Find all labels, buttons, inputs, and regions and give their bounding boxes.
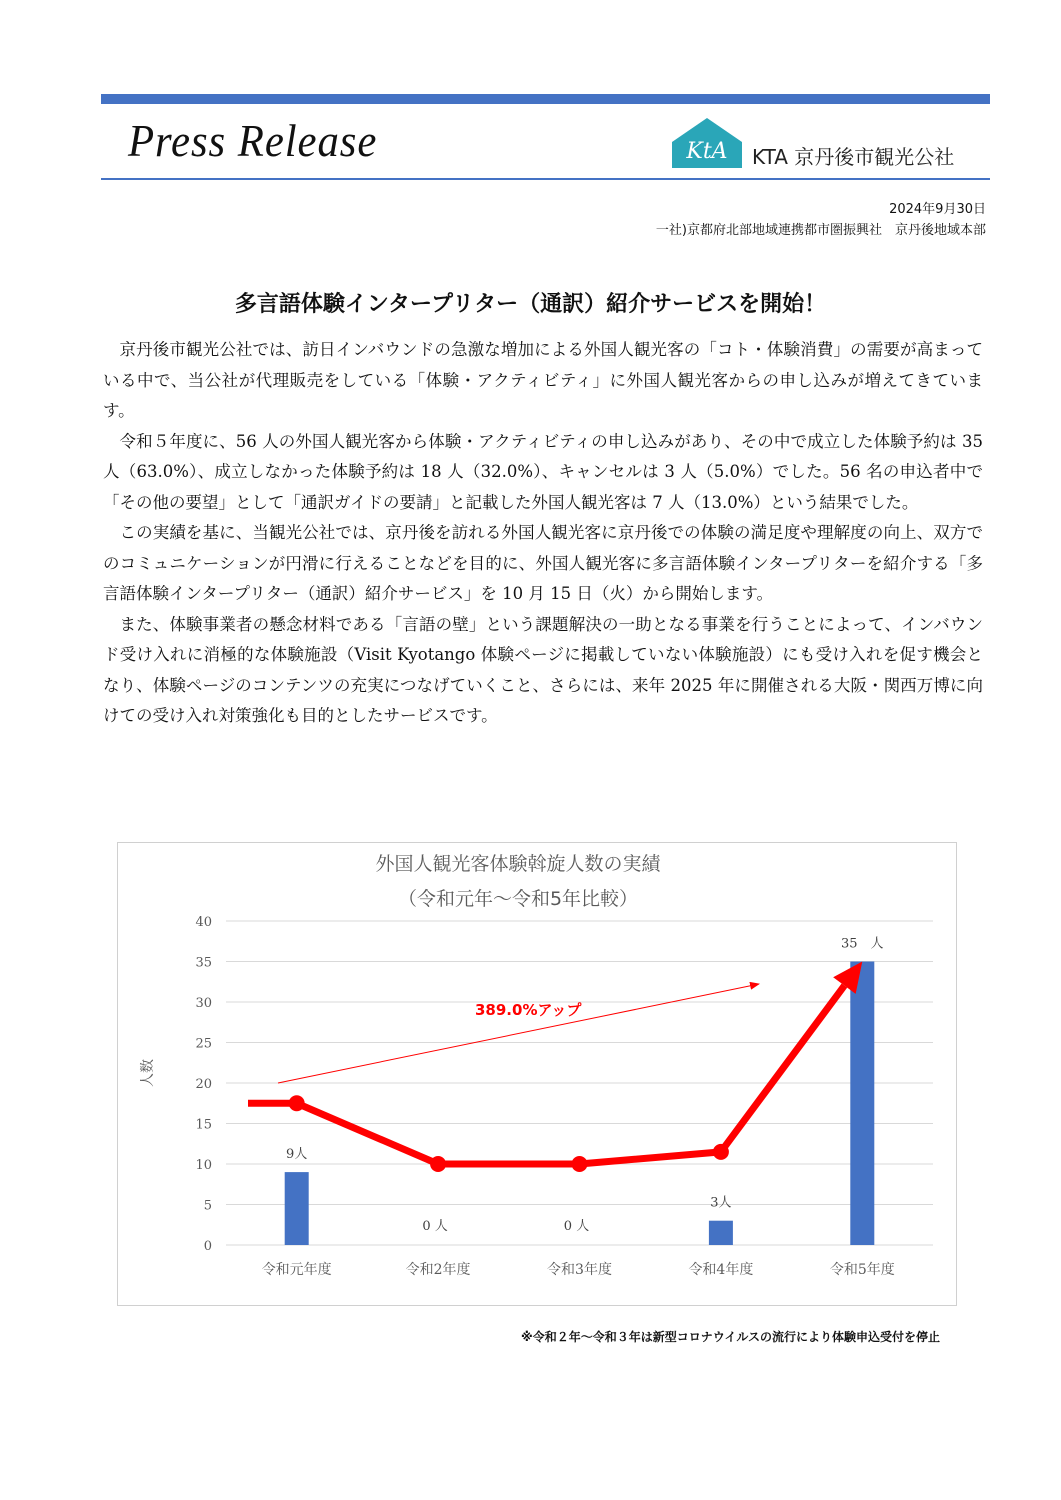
y-axis-label: 人数 <box>140 1059 156 1087</box>
y-tick-label: 5 <box>203 1198 212 1214</box>
data-label: 35 人 <box>841 936 884 952</box>
body-text <box>103 335 983 732</box>
paragraph: 京丹後市観光公社では、訪日インバウンドの急激な増加による外国人観光客の「コト・体験消費」の需要が高まっている中で、当公社が代理販売をしている「体験・アクティビティ」に外国人観光客からの申し込みが増えてきています。 <box>103 340 983 420</box>
x-tick-label: 令和4年度 <box>688 1262 754 1278</box>
x-tick-label: 令和5年度 <box>829 1262 895 1278</box>
headline: 多言語体験インタープリター（通訳）紹介サービスを開始！ <box>234 292 827 317</box>
release-date: 2024年9月30日 <box>889 202 986 217</box>
trend-marker <box>572 1156 588 1172</box>
chart-container <box>117 842 957 1306</box>
data-label: 0 人 <box>563 1219 590 1234</box>
trend-marker <box>430 1156 446 1172</box>
press-release-title: Press Release <box>128 115 378 166</box>
chart-title: 外国人観光客体験斡旋人数の実績 <box>375 853 661 875</box>
paragraph: この実績を基に、当観光公社では、京丹後を訪れる外国人観光客に京丹後での体験の満足度や理解度の向上、双方でのコミュニケーションが円滑に行えることなどを目的に、外国人観光客に多言語体験インタープリターを紹介する「多言語体験インタープリター（通訳）紹介サービス」を 10 月 15 日（火）から開始します。 <box>103 523 983 603</box>
y-tick-label: 30 <box>195 996 212 1011</box>
data-label: 9人 <box>286 1147 308 1163</box>
bar-chart <box>118 843 956 1305</box>
kta-logo-icon <box>672 118 742 168</box>
chart-subtitle: （令和元年～令和5年比較） <box>397 888 639 910</box>
y-tick-label: 10 <box>195 1158 212 1173</box>
data-label: 0 人 <box>422 1219 448 1234</box>
header-rule <box>101 178 990 180</box>
bar <box>709 1221 733 1245</box>
x-tick-label: 令和元年度 <box>261 1262 332 1278</box>
paragraph: また、体験事業者の懸念材料である「言語の壁」という課題解決の一助となる事業を行うことによって、インバウンド受け入れに消極的な体験施設（Visit Kyotango 体験ページに掲載していない体験施設）にも受け入れを促す機会となり、体験ページのコンテンツの充実につなげていくこと、さらには、来年 2025 年に開催される大阪・関西万博に向けての受け入れ対策強化も目的としたサービスです。 <box>103 614 983 725</box>
y-tick-label: 0 <box>203 1239 212 1254</box>
growth-annotation: 389.0%アップ <box>475 1001 582 1019</box>
y-tick-label: 25 <box>195 1036 212 1052</box>
bar <box>285 1172 309 1245</box>
logo-text: KTA 京丹後市観光公社 <box>752 145 955 169</box>
x-tick-label: 令和2年度 <box>405 1262 471 1278</box>
footnote: ※令和２年～令和３年は新型コロナウイルスの流行により体験申込受付を停止 <box>521 1330 940 1344</box>
y-tick-label: 40 <box>195 915 212 930</box>
x-tick-label: 令和3年度 <box>547 1262 612 1278</box>
logo-mark: KtA <box>686 139 728 164</box>
data-label: 3人 <box>710 1195 732 1211</box>
y-tick-label: 20 <box>195 1077 212 1092</box>
y-tick-label: 35 <box>195 955 212 971</box>
trend-marker <box>713 1144 729 1160</box>
growth-arrow <box>278 984 759 1083</box>
organization: 一社)京都府北部地域連携都市圏振興社 京丹後地域本部 <box>655 223 986 238</box>
y-tick-label: 15 <box>195 1117 212 1133</box>
bar <box>850 962 874 1246</box>
paragraph: 令和５年度に、56 人の外国人観光客から体験・アクティビティの申し込みがあり、その中で成立した体験予約は 35 人（63.0%）、成立しなかった体験予約は 18 人（32.0%）、キャンセルは 3 人（5.0%）でした。56 名の申込者中で「その他の要望」として「通訳ガイドの要請」と記載した外国人観光客は 7 人（13.0%）という結果でした。 <box>103 431 983 512</box>
trend-marker <box>289 1095 305 1111</box>
top-accent-bar <box>101 94 990 104</box>
